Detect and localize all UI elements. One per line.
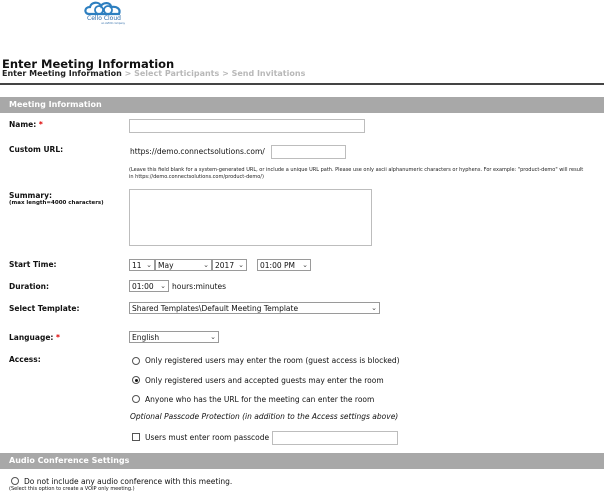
no-audio-radio[interactable] xyxy=(11,477,19,485)
cloud-logo-icon xyxy=(83,0,125,16)
section-header-audio-conference: Audio Conference Settings xyxy=(0,453,604,469)
url-prefix: https://demo.connectsolutions.com/ xyxy=(130,147,265,156)
access-radio-registered-and-guests[interactable] xyxy=(132,376,140,384)
passcode-checkbox-label: Users must enter room passcode xyxy=(145,433,270,442)
chevron-down-icon: ⌄ xyxy=(210,333,216,341)
page-title: Enter Meeting Information xyxy=(2,57,175,71)
breadcrumb-step-current: Enter Meeting Information xyxy=(2,69,122,78)
language-select[interactable]: English ⌄ xyxy=(129,331,219,343)
chevron-down-icon: ⌄ xyxy=(203,261,209,269)
duration-select[interactable]: 01:00 ⌄ xyxy=(129,280,169,292)
logo xyxy=(83,0,125,34)
passcode-note: Optional Passcode Protection (in addition to the Access settings above) xyxy=(130,412,399,421)
access-option-label: Only registered users may enter the room (guest access is blocked) xyxy=(145,356,400,365)
section-header-meeting-information: Meeting Information xyxy=(0,97,604,113)
name-input[interactable] xyxy=(129,119,365,133)
no-audio-label: Do not include any audio conference with this meeting. xyxy=(24,477,233,486)
template-select[interactable]: Shared Templates\Default Meeting Template ⌄ xyxy=(129,302,380,314)
summary-label: Summary: xyxy=(9,191,53,200)
custom-url-input[interactable] xyxy=(271,145,346,159)
access-radio-registered-only[interactable] xyxy=(132,357,140,365)
logo-name: Cello Cloud xyxy=(87,15,121,22)
custom-url-help: (Leave this field blank for a system-generated URL, or include a unique URL path. Please use only ascii alphanumeric characters or hyphens. For example: "product-demo" will result in https://demo.connectsolutions.com/product-demo/) xyxy=(129,167,584,180)
chevron-down-icon: ⌄ xyxy=(238,261,244,269)
summary-hint: (max length=4000 characters) xyxy=(9,200,104,206)
chevron-down-icon: ⌄ xyxy=(302,261,308,269)
access-radio-anyone-with-url[interactable] xyxy=(132,395,140,403)
passcode-input[interactable] xyxy=(272,431,398,445)
start-year-select[interactable]: 2017 ⌄ xyxy=(212,259,247,271)
breadcrumb-separator: > xyxy=(222,69,229,78)
chevron-down-icon: ⌄ xyxy=(146,261,152,269)
summary-textarea[interactable] xyxy=(129,189,372,246)
custom-url-label: Custom URL: xyxy=(9,145,64,154)
no-audio-hint: (Select this option to create a VOIP only meeting.) xyxy=(9,486,135,492)
required-marker: * xyxy=(56,333,60,342)
divider xyxy=(0,83,604,85)
duration-unit: hours:minutes xyxy=(172,282,226,291)
logo-tagline: an AVIXO company xyxy=(101,22,125,25)
access-option-label: Anyone who has the URL for the meeting can enter the room xyxy=(145,395,375,404)
passcode-checkbox[interactable] xyxy=(132,433,140,441)
name-label: Name: * xyxy=(9,120,43,129)
start-time-label: Start Time: xyxy=(9,260,57,269)
access-label: Access: xyxy=(9,355,41,364)
breadcrumb-step-send-invitations: Send Invitations xyxy=(231,69,306,78)
chevron-down-icon: ⌄ xyxy=(160,282,166,290)
breadcrumb xyxy=(2,69,305,78)
start-month-select[interactable]: May ⌄ xyxy=(155,259,212,271)
start-time-select[interactable]: 01:00 PM ⌄ xyxy=(257,259,311,271)
duration-label: Duration: xyxy=(9,282,49,291)
breadcrumb-separator: > xyxy=(124,69,132,78)
language-label: Language: * xyxy=(9,333,60,342)
chevron-down-icon: ⌄ xyxy=(371,304,377,312)
template-label: Select Template: xyxy=(9,304,80,313)
required-marker: * xyxy=(38,120,43,129)
access-option-label: Only registered users and accepted guests may enter the room xyxy=(145,376,384,385)
start-day-select[interactable]: 11 ⌄ xyxy=(129,259,155,271)
breadcrumb-step-select-participants: Select Participants xyxy=(134,69,220,78)
